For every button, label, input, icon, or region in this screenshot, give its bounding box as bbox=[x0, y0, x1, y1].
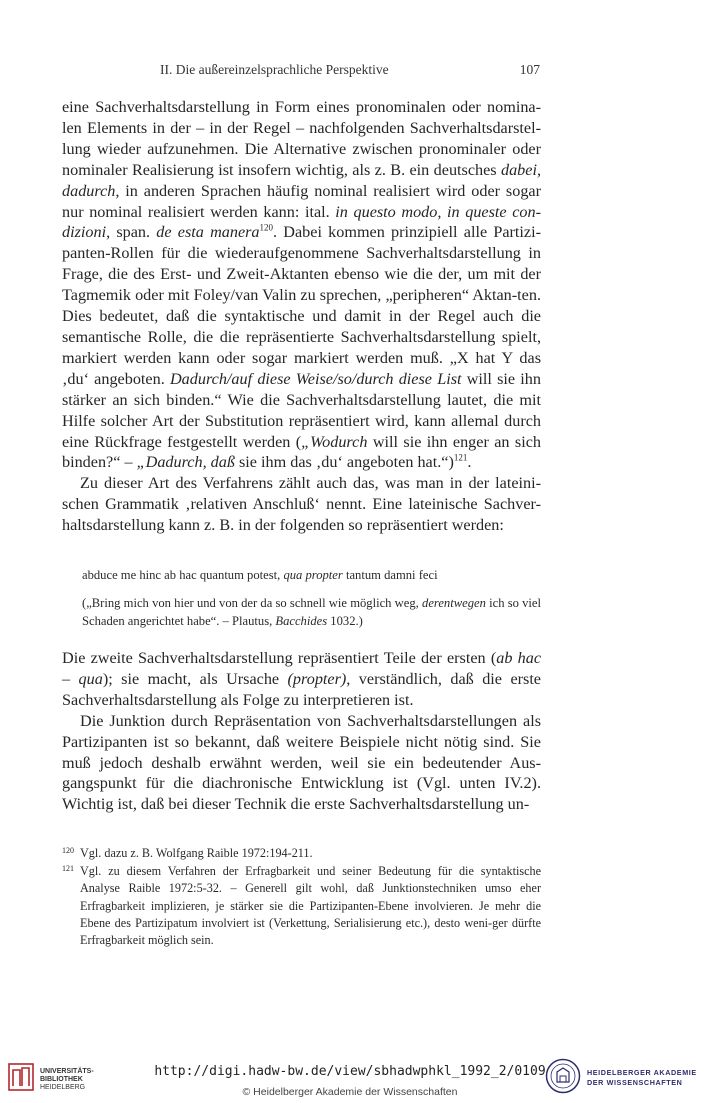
text-run: eine Sachverhaltsdarstellung in Form eines pronominalen oder nomina-len Elements in der – in der Regel – nachfolgenden Sachverhaltsdarstel-lung wieder aufzunehmen. Die Alternative zwischen pronominaler oder nominaler Realisierung ist insofern wichtig, als z. B. ein deutsches bbox=[62, 98, 541, 179]
block-quote bbox=[82, 566, 541, 640]
viewer-footer bbox=[0, 1050, 705, 1103]
text-run: ); sie macht, als Ursache bbox=[102, 669, 288, 688]
footnote-number: 121 bbox=[62, 864, 74, 874]
main-text-continued bbox=[62, 648, 541, 815]
italic-run: Dadurch/auf diese Weise/so/durch diese List bbox=[169, 369, 462, 388]
text-run: . Dabei kommen prinzipiell alle Partizi-panten-Rollen für die wiederaufgenommene Sachverhaltsdarstellung in Frage, die des Erst- und Zweit-Aktanten ebenso wie die der, um mit der Tagmemik oder mit Foley/van Valin zu sprechen, „peripheren“ Aktan-ten. Dies bedeutet, daß die syntaktische und damit in der Regel auch die semantische Rolle, die die repräsentierte Sachverhaltsdarstellung spielt, markiert werden kann oder sogar markiert werden muß. „X hat Y das ‚du‘ angeboten. bbox=[62, 223, 542, 388]
page-number: 107 bbox=[519, 62, 540, 77]
text-run: , verständlich, daß die erste Sachverhaltsdarstellung als Folge zu interpretieren ist. bbox=[62, 669, 541, 709]
text-run: in anderen Sprachen häufig nominal realisiert wird oder sogar nur nominal realisiert werden kann: ital. bbox=[62, 181, 541, 221]
academy-name bbox=[587, 1068, 697, 1088]
text-run: will sie ihn stärker an sich binden.“ Wie die Sachverhaltsdarstellung lautet, die mit Hilfe solcher Art der Substitution repräsentiert wird, kann allemal durch eine Rückfrage festgestellt werden ( bbox=[62, 369, 541, 451]
italic-run: „Dadurch, daß bbox=[136, 453, 235, 472]
academy-seal-icon bbox=[545, 1058, 581, 1094]
italic-run: „Wodurch bbox=[301, 432, 368, 451]
text-run: tantum damni feci bbox=[342, 568, 438, 582]
library-name-line: HEIDELBERG bbox=[40, 1084, 86, 1091]
library-logo-icon bbox=[8, 1062, 34, 1092]
academy-logo[interactable] bbox=[545, 1058, 705, 1098]
text-run: . bbox=[467, 453, 472, 472]
text-run: 1032.) bbox=[327, 614, 363, 628]
italic-run: ab hac – qua bbox=[62, 649, 541, 688]
italic-run: dabei, dadurch, bbox=[62, 160, 541, 200]
paragraph-1 bbox=[62, 97, 541, 473]
text-run: span. bbox=[110, 223, 157, 242]
footnote-121 bbox=[62, 863, 541, 949]
italic-run: (propter) bbox=[287, 669, 347, 688]
paragraph-4: Die Junktion durch Repräsentation von Sachverhaltsdarstellungen als Partizipanten ist so bekannt, daß weitere Beispiele nicht nötig sind. Sie muß jedoch deshalb erwähnt werden, weil sie ein bedeutender Aus-gangspunkt für die diachronische Entwicklung ist (Vgl. unten IV.2). Wichtig ist, daß bei dieser Technik die erste Sachverhaltsdarstellung un- bbox=[62, 711, 541, 814]
footnote-number: 120 bbox=[62, 846, 74, 855]
text-run: abduce me hinc ab hac quantum potest, bbox=[82, 568, 284, 582]
italic-run: in questo modo, in queste con-dizioni, bbox=[62, 202, 541, 242]
footnote-ref-120[interactable]: 120 bbox=[259, 223, 274, 234]
latin-quote bbox=[82, 566, 541, 585]
italic-run: qua propter bbox=[283, 568, 343, 582]
running-title: II. Die außereinzelsprachliche Perspektive bbox=[160, 62, 389, 77]
library-name bbox=[40, 1068, 94, 1092]
quote-translation bbox=[82, 594, 541, 631]
text-run: („Bring mich von hier und von der da so schnell wie möglich weg, bbox=[82, 595, 423, 610]
text-run: sie ihm das ‚du‘ angeboten hat.“) bbox=[234, 453, 454, 472]
library-name-line: UNIVERSITÄTS- bbox=[40, 1068, 94, 1075]
footnote-text: Vgl. dazu z. B. Wolfgang Raible 1972:194-211. bbox=[80, 846, 313, 860]
permalink-url[interactable]: http://digi.hadw-bw.de/view/sbhadwphkl_1992_2/0109 bbox=[154, 1064, 546, 1079]
copyright-notice: © Heidelberger Akademie der Wissenschaften bbox=[242, 1086, 458, 1098]
academy-name-line: HEIDELBERGER AKADEMIE bbox=[587, 1068, 697, 1077]
paragraph-3 bbox=[62, 648, 541, 711]
text-run: will sie ihn enger an sich binden?“ – bbox=[62, 432, 542, 472]
footnotes bbox=[62, 845, 541, 950]
footnote-ref-121[interactable]: 121 bbox=[453, 453, 468, 464]
main-text bbox=[62, 97, 541, 536]
footnote-text: Vgl. zu diesem Verfahren der Erfragbarkeit und seiner Bedeutung für die syntaktische Analyse Raible 1972:5-32. – Generell gilt wohl, daß Junktionstechniken umso eher Erfragbarkeit implizieren, je stärker sie die Partizipanten-Ebene involvieren. Je mehr die Ebene des Partizipatum involviert ist (Verkettung, Serialisierung etc.), desto weni-ger dürfte Erfragbarkeit möglich sein. bbox=[80, 864, 541, 948]
library-name-line: BIBLIOTHEK bbox=[40, 1076, 83, 1083]
italic-run: derentwegen bbox=[422, 595, 486, 610]
italic-run: Bacchides bbox=[275, 614, 328, 628]
text-run: Die zweite Sachverhaltsdarstellung repräsentiert Teile der ersten ( bbox=[62, 649, 497, 667]
paragraph-2: Zu dieser Art des Verfahrens zählt auch das, was man in der lateini-schen Grammatik ‚relativen Anschluß‘ nennt. Eine lateinische Sachver-haltsdarstellung kann z. B. in der folgenden so repräsentiert werden: bbox=[62, 474, 541, 535]
university-library-logo[interactable] bbox=[8, 1056, 128, 1096]
italic-run: de esta manera bbox=[156, 223, 260, 242]
text-run: ich so viel Schaden angerichtet habe“. – Plautus, bbox=[82, 595, 541, 628]
footnote-120 bbox=[62, 845, 541, 862]
academy-name-line: DER WISSENSCHAFTEN bbox=[587, 1078, 683, 1087]
